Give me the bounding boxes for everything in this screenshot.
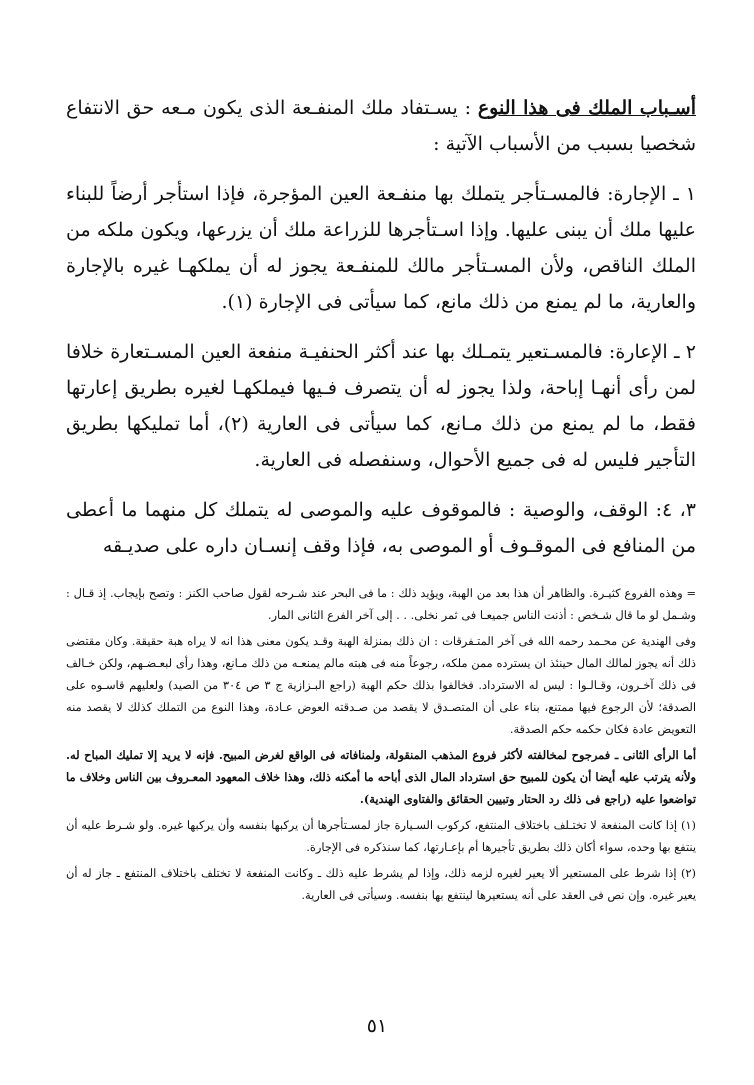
paragraph-iara: ٢ ـ الإعارة: فالمسـتعير يتمـلك بها عند أكثر الحنفيـة منفعة العين المسـتعارة خلافا لمن رأى أنهـا إباحة، ولذا يجوز له أن يتصرف فـيها فيملكهـا لغيره بطريق إعارتها فقط، ما لم يمنع من ذلك مـانع، كما سيأتى فى العارية (٢)، أما تمليكها بطريق التأجير فليس له فى جميع الأحوال، وسنفصله فى العارية. [66, 341, 696, 471]
intro-text: : يسـتفاد ملك المنفـعة الذى يكون مـعه حق الانتفاع شخصيا بسبب من الأسباب الآتية : [66, 97, 696, 155]
footnote-2: (٢) إذا شرط على المستعير ألا يعير لغيره لزمه ذلك، وإذا لم يشرط عليه ذلك ـ وكانت المنفعة لا تختلف باختلاف المنتفع ـ جاز له أن يعير غيره. وإن نص فى العقد على أنه يستعيرها لينتفع بها بنفسه. وسيأتى فى العارية. [66, 866, 696, 902]
paragraph-ijara: ١ ـ الإجارة: فالمسـتأجر يتملك بها منفـعة العين المؤجرة، فإذا استأجر أرضاً للبناء عليها ملك أن يبنى عليها. وإذا اسـتأجرها للزراعة ملك أن يزرعها، ويكون ملكه من الملك الناقص، ولأن المسـتأجر مالك للمنفـعة يجوز له أن يملكهـا غيره بالإجارة والعارية، ما لم يمنع من ذلك مانع، كما سيأتى فى الإجارة (١). [66, 183, 696, 313]
paragraph-waqf-wasiya: ٣، ٤: الوقف، والوصية : فالموقوف عليه والموصى له يتملك كل منهما ما أعطى من المنافع فى الموقـوف أو الموصى به، فإذا وقف إنسـان داره على صديـقه [66, 499, 696, 557]
footnote-continuation: = وهذه الفروع كثيـرة. والظاهر أن هذا بعد من الهبة، ويؤيد ذلك : ما فى البحر عند شـرحه لقول صاحب الكنز : وتصح بإيجاب. إذ قـال : وشـمل لو ما قال شـخص : أذنت الناس جميعـا فى ثمر نخلى. . . إلى آخر الفرع الثانى المار. [66, 586, 696, 622]
footnote-hindiya: وفى الهندية عن محـمد رحمه الله فى آخر المتـفرقات : ان ذلك بمنزلة الهبة وقـد يكون معنى هذا انه لا يراه هبة حقيقة. وكان مقتضى ذلك أنه يجوز لمالك المال حينئذ ان يسترده ممن ملكه، رجوعاً منه فى هبته مالم يمنعـه من ذلك مـانع، وهذا رأى لبعـضـهم، ولكن خـالف فى ذلك آخـرون، وقـالـوا : ليس له الاسترداد. فخالفوا بذلك حكم الهبة (راجع البـزازية ج ٣ ص ٣٠٤ من الصيد) ولعليهم قاسـوه على الصدقة؛ لأن الرجوع فيها ممتنع، بناء على أن المتصـدق لا يقصد من صـدقته العوض عـادة، وهذا النوع من التملك كذلك لا يقصد منه التعويض عادة فكان حكمه حكم الصدقة. [66, 634, 697, 736]
main-text [66, 90, 696, 564]
footnotes [66, 582, 696, 906]
footnote-1: (١) إذا كانت المنفعة لا تختـلف باختلاف المنتفع، كركوب السـيارة جاز لمسـتأجرها أن يركبها بنفسه وأن يركبها غيره. ولو شـرط عليه أن ينتفع بها وحده، سواء أكان ذلك بطريق تأجيرها أم بإعـارتها، كما سنذكره فى الإجارة. [66, 818, 696, 854]
intro-paragraph [66, 90, 696, 162]
footnote-second-opinion: أما الرأى الثانى ـ فمرجوح لمخالفته لأكثر فروع المذهب المنقولة، ولمنافاته فى الواقع لغرض المبيح. فإنه لا يريد إلا تمليك المباح له. ولأنه يترتب عليه أيضا أن يكون للمبيح حق استرداد المال الذى أباحه ما أمكنه ذلك، وهذا خلاف المعهود المعـروف بين الناس وخلاف ما تواضعوا عليه (راجع فى ذلك رد الحتار وتبيين الحقائق والفتاوى الهندية). [66, 748, 696, 806]
page-number: ٥١ [366, 1015, 388, 1037]
section-heading: أسـباب الملك فى هذا النوع [477, 97, 696, 119]
